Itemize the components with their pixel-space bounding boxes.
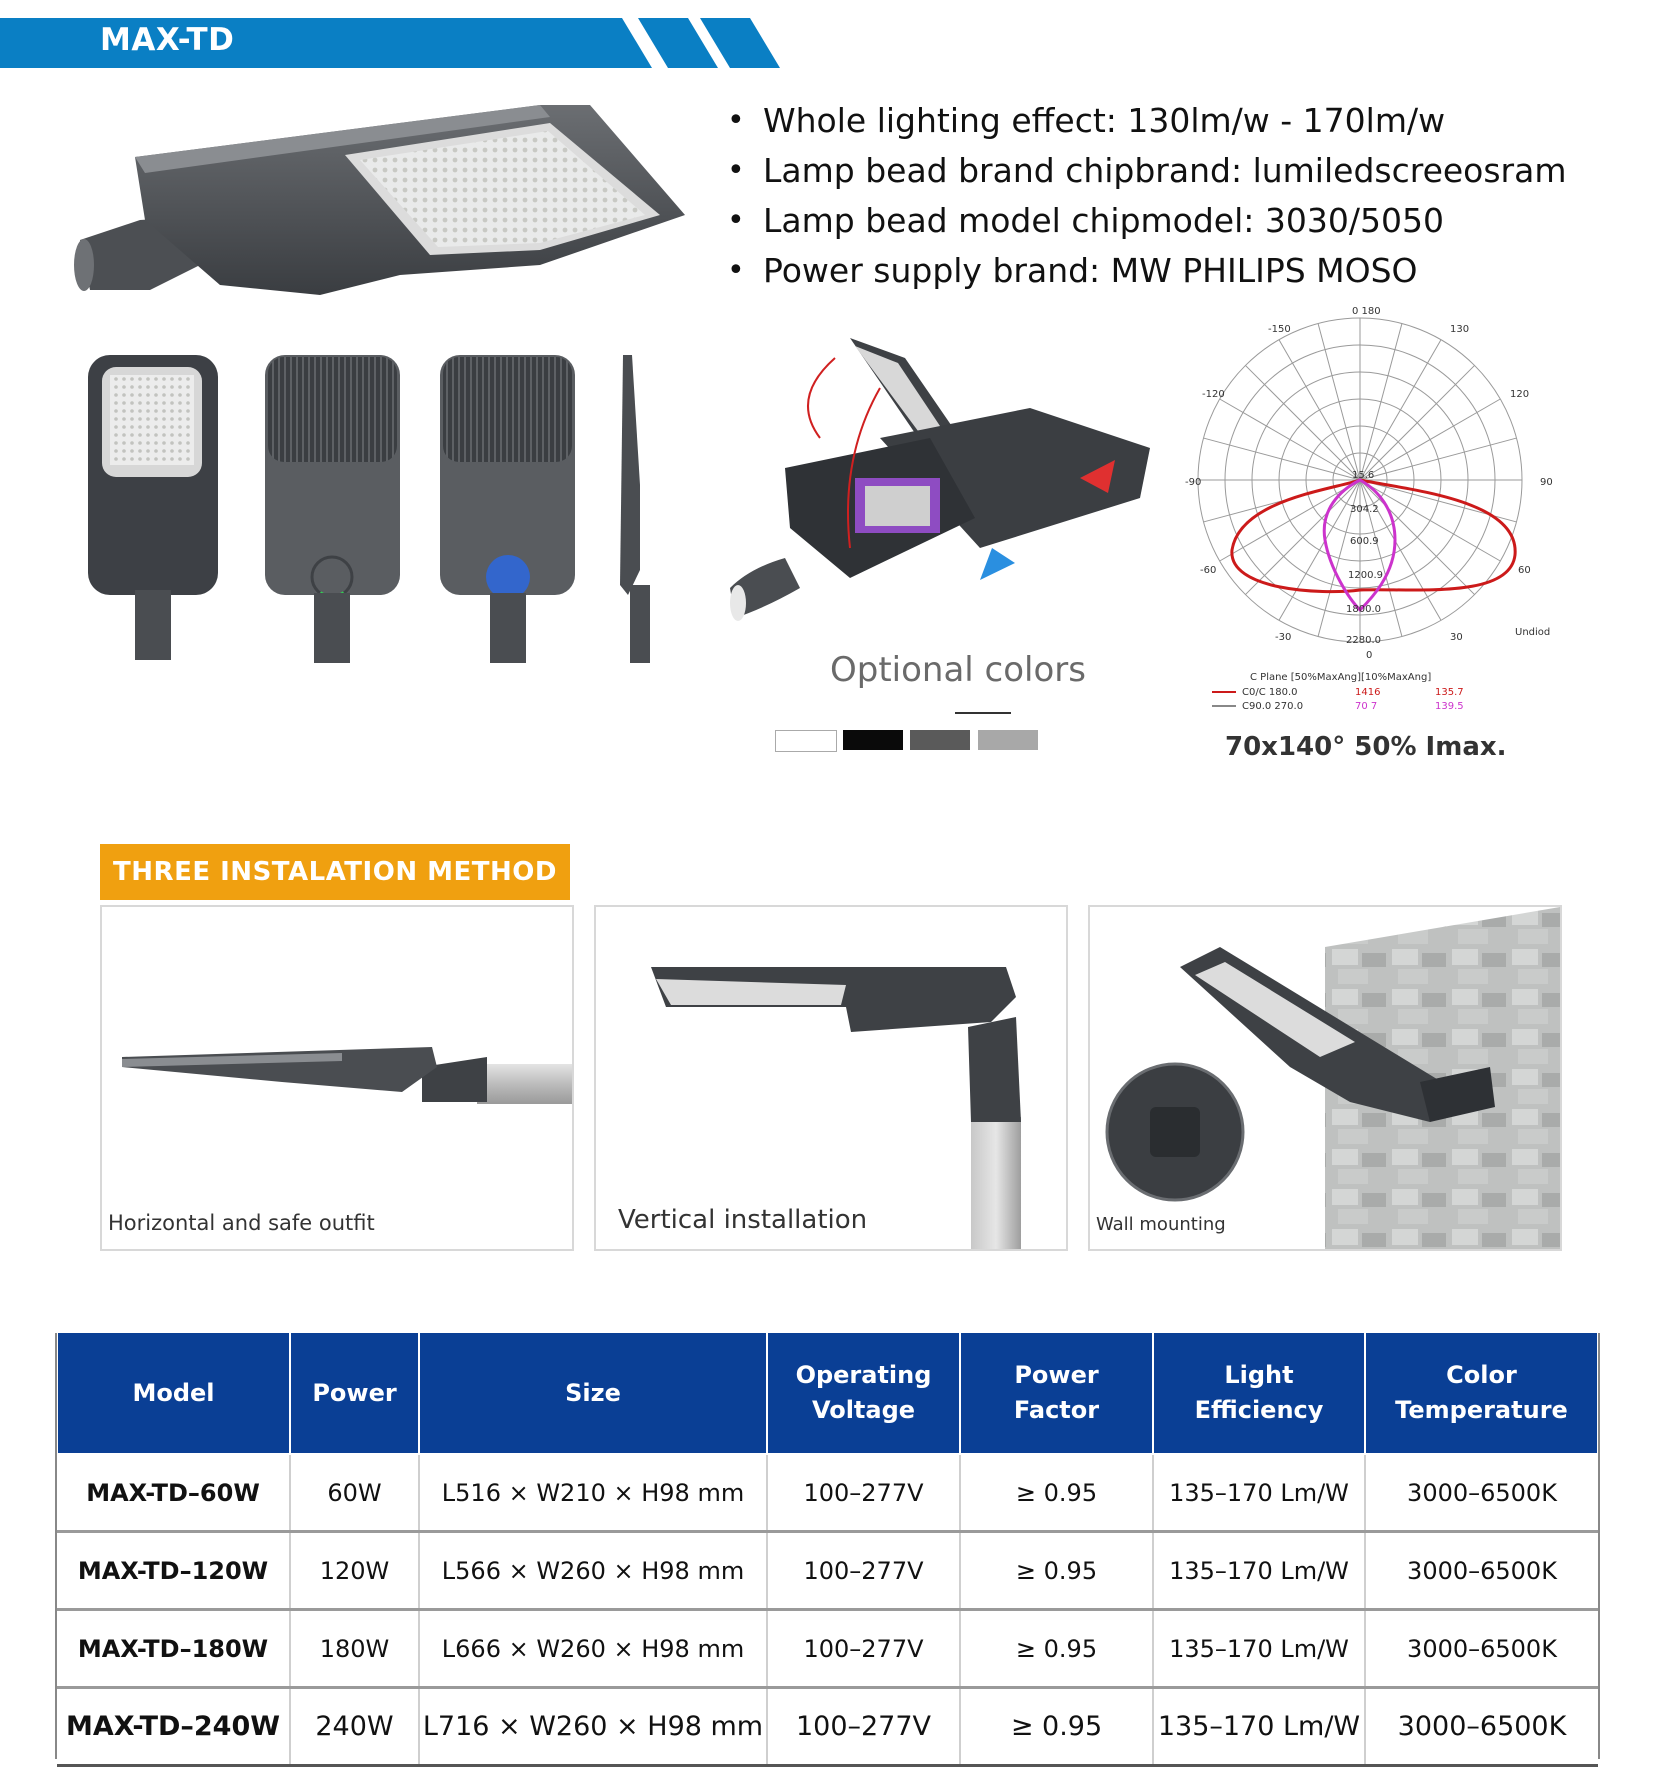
polar-legend-plane: C90.0 270.0	[1242, 701, 1304, 712]
polar-ring-label: 304.2	[1350, 504, 1379, 515]
table-header-row	[57, 1333, 1598, 1454]
cell-voltage: 100–277V	[767, 1688, 960, 1766]
polar-legend-value: 1416	[1355, 687, 1381, 698]
polar-angle-label: 130	[1450, 324, 1470, 335]
polar-ring-label: 1800.0	[1346, 604, 1381, 615]
column-header: Operating Voltage	[767, 1333, 960, 1454]
cell-size: L716 × W260 × H98 mm	[419, 1688, 767, 1766]
polar-grid-spoke	[1360, 340, 1441, 480]
polar-angle-label: 30	[1450, 632, 1463, 643]
polar-angle-label: -30	[1275, 632, 1292, 643]
product-title: MAX-TD	[100, 22, 235, 58]
feature-item: • Lamp bead brand chipbrand: lumiledscreeosram	[725, 146, 1567, 196]
cell-voltage: 100–277V	[767, 1532, 960, 1610]
polar-legend-value: 135.7	[1435, 687, 1464, 698]
install-caption: Wall mounting	[1096, 1214, 1226, 1235]
polar-ring-label: 1200.9	[1348, 570, 1383, 581]
horizontal-install-image	[102, 907, 572, 1249]
cell-model: MAX-TD–60W	[57, 1454, 290, 1532]
light-distribution-polar-chart	[1180, 300, 1580, 720]
feature-item: • Power supply brand: MW PHILIPS MOSO	[725, 246, 1567, 296]
cell-power: 180W	[290, 1610, 419, 1688]
polar-angle-label: Undiod	[1515, 627, 1551, 638]
polar-angle-label: -120	[1202, 389, 1225, 400]
cell-power: 240W	[290, 1688, 419, 1766]
cell-power: 60W	[290, 1454, 419, 1532]
opened-lamp-image	[730, 318, 1150, 628]
install-caption: Vertical installation	[618, 1205, 868, 1235]
polar-angle-label: -60	[1200, 565, 1217, 576]
polar-legend-value: 139.5	[1435, 701, 1464, 712]
column-header: Color Temperature	[1365, 1333, 1598, 1454]
polar-grid-spoke	[1279, 340, 1360, 480]
column-header: Power Factor	[960, 1333, 1153, 1454]
polar-grid-spoke	[1279, 480, 1360, 620]
cell-model: MAX-TD–180W	[57, 1610, 290, 1688]
lamp-views-image	[80, 335, 680, 675]
polar-angle-label: 0	[1366, 650, 1373, 661]
cell-model: MAX-TD–120W	[57, 1532, 290, 1610]
cell-color-temp: 3000–6500K	[1365, 1454, 1598, 1532]
color-swatch-dark-grey	[910, 730, 970, 750]
color-swatch-light-grey	[978, 730, 1038, 750]
cell-color-temp: 3000–6500K	[1365, 1688, 1598, 1766]
install-method-wall	[1088, 905, 1562, 1251]
cell-power-factor: ≥ 0.95	[960, 1454, 1153, 1532]
beam-angle-caption: 70x140° 50% Imax.	[1225, 732, 1507, 762]
table-row	[57, 1532, 1598, 1610]
column-header: Light Efficiency	[1153, 1333, 1365, 1454]
polar-ring-label: 15.6	[1352, 470, 1375, 481]
column-header: Model	[57, 1333, 290, 1454]
polar-angle-label: -90	[1185, 477, 1202, 488]
cell-color-temp: 3000–6500K	[1365, 1610, 1598, 1688]
feature-item: • Whole lighting effect: 130lm/w - 170lm/w	[725, 96, 1567, 146]
install-method-horizontal	[100, 905, 574, 1251]
polar-ring-label: 2280.0	[1346, 635, 1381, 646]
polar-angle-label: 60	[1518, 565, 1531, 576]
vertical-install-image	[596, 907, 1066, 1249]
cell-model: MAX-TD–240W	[57, 1688, 290, 1766]
cell-size: L666 × W260 × H98 mm	[419, 1610, 767, 1688]
column-header: Size	[419, 1333, 767, 1454]
cell-power-factor: ≥ 0.95	[960, 1688, 1153, 1766]
feature-list	[725, 96, 1567, 296]
table-row	[57, 1688, 1598, 1766]
polar-grid-spoke	[1360, 365, 1475, 480]
cell-color-temp: 3000–6500K	[1365, 1532, 1598, 1610]
cell-efficiency: 135–170 Lm/W	[1153, 1532, 1365, 1610]
polar-grid-spoke	[1220, 399, 1360, 480]
polar-grid-spoke	[1245, 365, 1360, 480]
polar-legend-plane: C0/C 180.0	[1242, 687, 1298, 698]
polar-grid-spoke	[1245, 480, 1360, 595]
spec-table	[56, 1333, 1599, 1767]
table-row	[57, 1610, 1598, 1688]
polar-legend-header: C Plane [50%MaxAng][10%MaxAng]	[1250, 672, 1432, 683]
cell-power-factor: ≥ 0.95	[960, 1532, 1153, 1610]
polar-grid-spoke	[1360, 480, 1441, 620]
polar-grid-spoke	[1220, 480, 1360, 561]
hero-lamp-image	[70, 95, 690, 315]
cell-voltage: 100–277V	[767, 1610, 960, 1688]
installation-section-tag: THREE INSTALATION METHOD	[100, 844, 570, 900]
underline-divider	[955, 712, 1011, 714]
cell-power-factor: ≥ 0.95	[960, 1610, 1153, 1688]
polar-legend-value: 70 7	[1355, 701, 1378, 712]
cell-efficiency: 135–170 Lm/W	[1153, 1454, 1365, 1532]
cell-efficiency: 135–170 Lm/W	[1153, 1688, 1365, 1766]
install-method-vertical	[594, 905, 1068, 1251]
polar-angle-label: 0 180	[1352, 306, 1381, 317]
color-swatch-black	[843, 730, 903, 750]
polar-grid-spoke	[1360, 399, 1500, 480]
cell-voltage: 100–277V	[767, 1454, 960, 1532]
polar-angle-label: -150	[1268, 324, 1291, 335]
cell-power: 120W	[290, 1532, 419, 1610]
install-caption: Horizontal and safe outfit	[108, 1211, 375, 1235]
polar-angle-label: 90	[1540, 477, 1553, 488]
polar-angle-label: 120	[1510, 389, 1530, 400]
cell-size: L516 × W210 × H98 mm	[419, 1454, 767, 1532]
polar-ring-label: 600.9	[1350, 536, 1379, 547]
feature-item: • Lamp bead model chipmodel: 3030/5050	[725, 196, 1567, 246]
cell-efficiency: 135–170 Lm/W	[1153, 1610, 1365, 1688]
table-row	[57, 1454, 1598, 1532]
color-swatch-white	[775, 730, 837, 752]
optional-colors-label: Optional colors	[830, 650, 1086, 690]
wall-install-image	[1090, 907, 1560, 1249]
column-header: Power	[290, 1333, 419, 1454]
cell-size: L566 × W260 × H98 mm	[419, 1532, 767, 1610]
